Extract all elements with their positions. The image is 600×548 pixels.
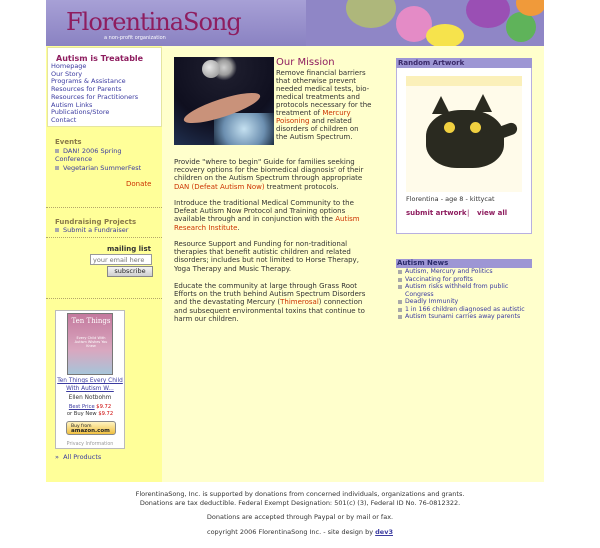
privacy-link[interactable]: Privacy Information: [66, 442, 114, 447]
flower-decoration: [506, 12, 536, 42]
flower-decoration: [346, 0, 396, 28]
autism-news-title: Autism News: [396, 259, 532, 268]
buy-new-price: $9.72: [98, 411, 114, 417]
double-chevron-icon: »: [55, 453, 64, 461]
book-title-link[interactable]: Ten Things Every Child With Autism W...: [57, 378, 123, 392]
mission-text-2: and related disorders of children on the Autism Spectrum.: [276, 117, 359, 141]
mission-photo: [174, 57, 274, 145]
news-item: [397, 276, 533, 284]
site-footer: [0, 490, 600, 536]
designer-link[interactable]: dev3: [375, 527, 393, 536]
event-dan-conference[interactable]: [55, 147, 143, 163]
water-splash: [214, 113, 274, 145]
dan-link[interactable]: DAN (Defeat Autism Now): [174, 182, 265, 191]
footer-line-2: Donations are tax deductible. Federal Exempt Designation: 501(c) (3), Federal ID No. 76-0812322.: [139, 498, 461, 507]
tagline: a non-profit organization: [104, 35, 166, 41]
donate-link[interactable]: Donate: [126, 180, 152, 188]
autism-research-institute-link[interactable]: Autism Research Institute: [174, 215, 360, 232]
paragraph-guide: [174, 158, 377, 191]
buy-label: Buy from: [71, 424, 92, 429]
best-price-value: $9.72: [96, 404, 112, 410]
art-background-stripe: [406, 76, 522, 86]
fundraising-title: Fundraising Projects: [55, 218, 137, 226]
book-price: [56, 404, 124, 418]
news-link[interactable]: 1 in 166 children diagnosed as autistic: [405, 305, 525, 313]
news-item: [397, 268, 533, 276]
nav-contact[interactable]: Contact: [51, 115, 77, 124]
nav-publications[interactable]: Publications/Store: [51, 108, 110, 117]
nav-our-story[interactable]: Our Story: [51, 69, 83, 78]
news-link[interactable]: Autism risks withheld from public Congress: [405, 283, 509, 298]
mission-text: [276, 69, 372, 141]
news-item: [397, 283, 533, 298]
events-title: Events: [55, 138, 82, 146]
fundraiser-label: Submit a Fundraiser: [63, 226, 129, 234]
all-products-label: All Products: [63, 453, 102, 461]
logo-text-1: Florentina: [66, 8, 183, 36]
buy-new-label: or Buy New: [66, 411, 97, 417]
paragraph-educate: [174, 282, 377, 323]
divider: [46, 237, 162, 238]
paragraph-medical: [174, 199, 377, 232]
flower-decoration: [426, 24, 464, 46]
news-link[interactable]: Autism tsunami carries away parents: [405, 313, 521, 320]
book-author: Ellen Notbohm: [68, 395, 112, 401]
nav-parents[interactable]: Resources for Parents: [51, 85, 122, 94]
paragraph-therapies: Resource Support and Funding for non-traditional therapies that benefit autistic children and related disorders; includes but not limited to Horse Therapy, Yoga Therapy and Music Therapy.: [174, 240, 359, 273]
view-all-link[interactable]: view all: [477, 209, 508, 217]
cover-title: Ten Things: [71, 317, 111, 325]
flower-decoration: [466, 0, 510, 28]
thimerosal-link[interactable]: Thimerosal: [280, 298, 319, 307]
nav-homepage[interactable]: Homepage: [51, 62, 87, 70]
all-products-link[interactable]: [55, 453, 101, 461]
best-price-label: Best Price: [68, 404, 95, 410]
event-summerfest[interactable]: [55, 164, 141, 172]
news-item: [397, 313, 533, 321]
cover-subtitle: Every Child With Autism Wishes You Knew: [74, 336, 108, 348]
subscribe-button[interactable]: subscribe: [107, 266, 153, 277]
divider: [46, 207, 162, 208]
moon-shape: [202, 60, 220, 78]
event-label: DAN! 2006 Spring Conference: [55, 147, 122, 163]
nav-list: [51, 63, 138, 125]
submit-artwork-link[interactable]: submit artwork: [406, 209, 467, 217]
random-artwork-title: Random Artwork: [396, 58, 532, 68]
copyright-text: copyright 2006 FlorentinaSong Inc. - site design by: [207, 527, 374, 536]
artwork-image[interactable]: [406, 76, 522, 192]
cat-eye: [444, 122, 455, 133]
divider: [46, 298, 162, 299]
nav-practitioners[interactable]: Resources for Practitioners: [51, 92, 139, 101]
news-list: [397, 268, 533, 321]
book-cover[interactable]: [67, 313, 113, 375]
link-separator: |: [467, 209, 470, 217]
news-link[interactable]: Vaccinating for profits: [405, 275, 473, 283]
p2-end: .: [237, 223, 240, 232]
p4-text-1: Educate the community at large through Grass Root Efforts on the truth behind Autism Spectrum Disorders and the devastating Mercury (: [174, 282, 366, 307]
buy-from-amazon-button[interactable]: [66, 421, 116, 435]
cat-eye: [470, 122, 481, 133]
mercury-poisoning-link[interactable]: Mercury Poisoning: [276, 109, 351, 125]
cat-ear: [474, 94, 492, 112]
nav-title: Autism is Treatable: [56, 54, 144, 63]
news-link[interactable]: Deadly Immunity: [405, 298, 459, 305]
news-link[interactable]: Autism, Mercury and Politics: [405, 268, 493, 275]
artwork-caption: Florentina - age 8 - kittycat: [406, 195, 495, 203]
mission-title: Our Mission: [276, 57, 335, 68]
p2-text: Introduce the traditional Medical Community to the Defeat Autism Now Protocol and Training options available through and in conjunction with the: [174, 199, 354, 224]
news-item: [397, 298, 533, 306]
news-item: [397, 306, 533, 314]
copyright: [0, 528, 600, 537]
p4-text-2: ) connection and subsequent environmental toxins that continue to harm our children.: [174, 298, 365, 323]
p1-end: treatment protocols.: [266, 182, 339, 191]
submit-fundraiser-link[interactable]: [55, 226, 128, 234]
p1-text: Provide "where to begin" Guide for families seeking recovery options for the biomedical diagnosis' of their children on the Autism Spectrum through appropriate: [174, 158, 364, 183]
mailing-list-label: mailing list: [107, 245, 151, 253]
footer-line-1: FlorentinaSong, Inc. is supported by donations from concerned individuals, organizations and grants.: [135, 490, 465, 498]
email-input[interactable]: [90, 254, 152, 265]
nav-autism-links[interactable]: Autism Links: [51, 100, 93, 109]
amazon-brand: amazon.com: [71, 428, 110, 434]
logo-text-2: Song: [183, 8, 241, 36]
mission-text-1: Remove financial barriers that otherwise prevent needed medical tests, bio-medical treatments and protocols necessary for the treatment of: [276, 69, 372, 117]
event-label: Vegetarian SummerFest: [63, 164, 142, 172]
nav-programs[interactable]: Programs & Assistance: [51, 77, 126, 86]
footer-line-3: Donations are accepted through Paypal or by mail or fax.: [206, 513, 394, 521]
site-logo[interactable]: [66, 8, 241, 36]
